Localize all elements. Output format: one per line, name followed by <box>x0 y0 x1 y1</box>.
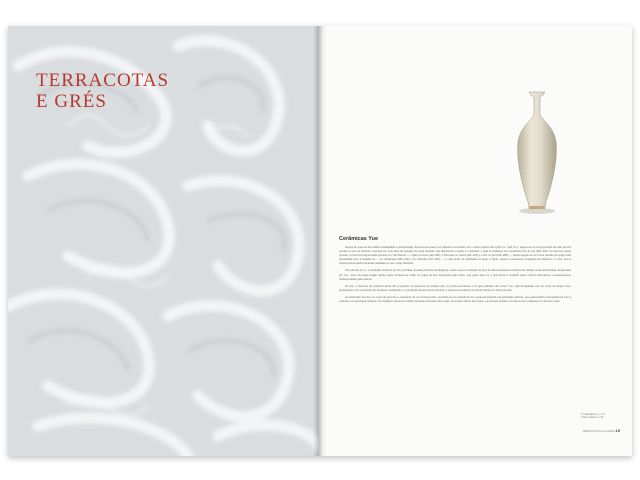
page-number: 19 <box>615 428 620 433</box>
body-paragraph: No Sul, o interesse da cerâmica ainda não progrediu nos decénios do grande fogo; as 'proto-porcelanas' e os grés vidrados dos fornos Yue, cuja designação vem do nome da antiga zona, prosperaram sob a proteção das dinastias meridionais, e a produção destes fornos dominou o panorama cerâmico do Sul da China por vários séculos. <box>339 284 571 292</box>
footnote: 2 Idem, ibidem, p. 64. <box>581 416 604 420</box>
left-page <box>8 26 319 456</box>
open-book-spread <box>8 26 632 456</box>
chapter-title <box>36 70 169 112</box>
body-paragraph: As cerâmicas Yue têm um corpo de grés fino e compacto, de cor cinzento-claro, revestido de um vidrado de tom verde-acinzentado, de aplicação uniforme, que ganha brilho e transparência com a cozedura em atmosfera redutora. Os vidrados raramente cobriam as bases inferiores das peças, ou a parte interior dos potes, e as formas tendiam a imitar as dos recipientes em bronze e laca. <box>339 295 571 304</box>
section-heading: Cerâmicas Yue <box>339 236 379 242</box>
footnote: 1 Tradução livre, p. 13. <box>581 413 606 416</box>
vase-image <box>508 90 566 215</box>
body-paragraph: Depois de uma era de relativa instabilidade e prosperidade, floresceu as artes e as relações comerciais, sob o vasto Império Han (206 a.C.–220 d.C.), seguiu-se um longo período de mais de três séculos e meio de divisões, marcado por uma série de reinados de curta duração, que disputavam o poder e o território; o qual só voltaria a ser reunificado com os Sui (581–618). No decorrer desse período, a China foi fragmentada primeiro em Três Reinos — o Wei no Norte (220–265), o Shu-Han no Oeste (221–263) e o Wu no Sul (222–280) —, depois seguiu-se um breve período de poder mais centralizado com a dinastia Jin — Jin Ocidentais (265–316) e Jin Orientais (317–420) — e, mais tarde, foi partilhada em duas: o Norte, sujeito a sucessivas ocupações de bárbaros, e o Sul, com a hegemonia de quatro dinastias sediadas no que é hoje Nanquim. <box>339 246 571 266</box>
page-folio <box>582 428 620 433</box>
book-gutter-shadow <box>313 26 327 456</box>
right-page <box>319 26 632 456</box>
body-text <box>339 246 571 307</box>
footnotes <box>581 413 621 420</box>
folio-label: TERRACOTAS E GRÉS <box>582 429 615 433</box>
body-paragraph: Nos séculos iii e iv, a produção cerâmica do Sul, centrada na atual província de Zhejiang, evoluiu para a produção de grés de alta temperatura cobertos de vidrado verde-acinzentado, designados por Yue, nome da antiga região. Estas peças tornaram-se então um artigo de luxo apreciado pelas elites, cujo gosto pela cor e pela forma é revelado pelos motivos decorativos, sucessivamente reinterpretados pelos oleiros. <box>339 269 571 281</box>
chapter-title-line-2: E GRÉS <box>36 91 107 112</box>
chapter-title-line-1: TERRACOTAS <box>36 70 170 91</box>
